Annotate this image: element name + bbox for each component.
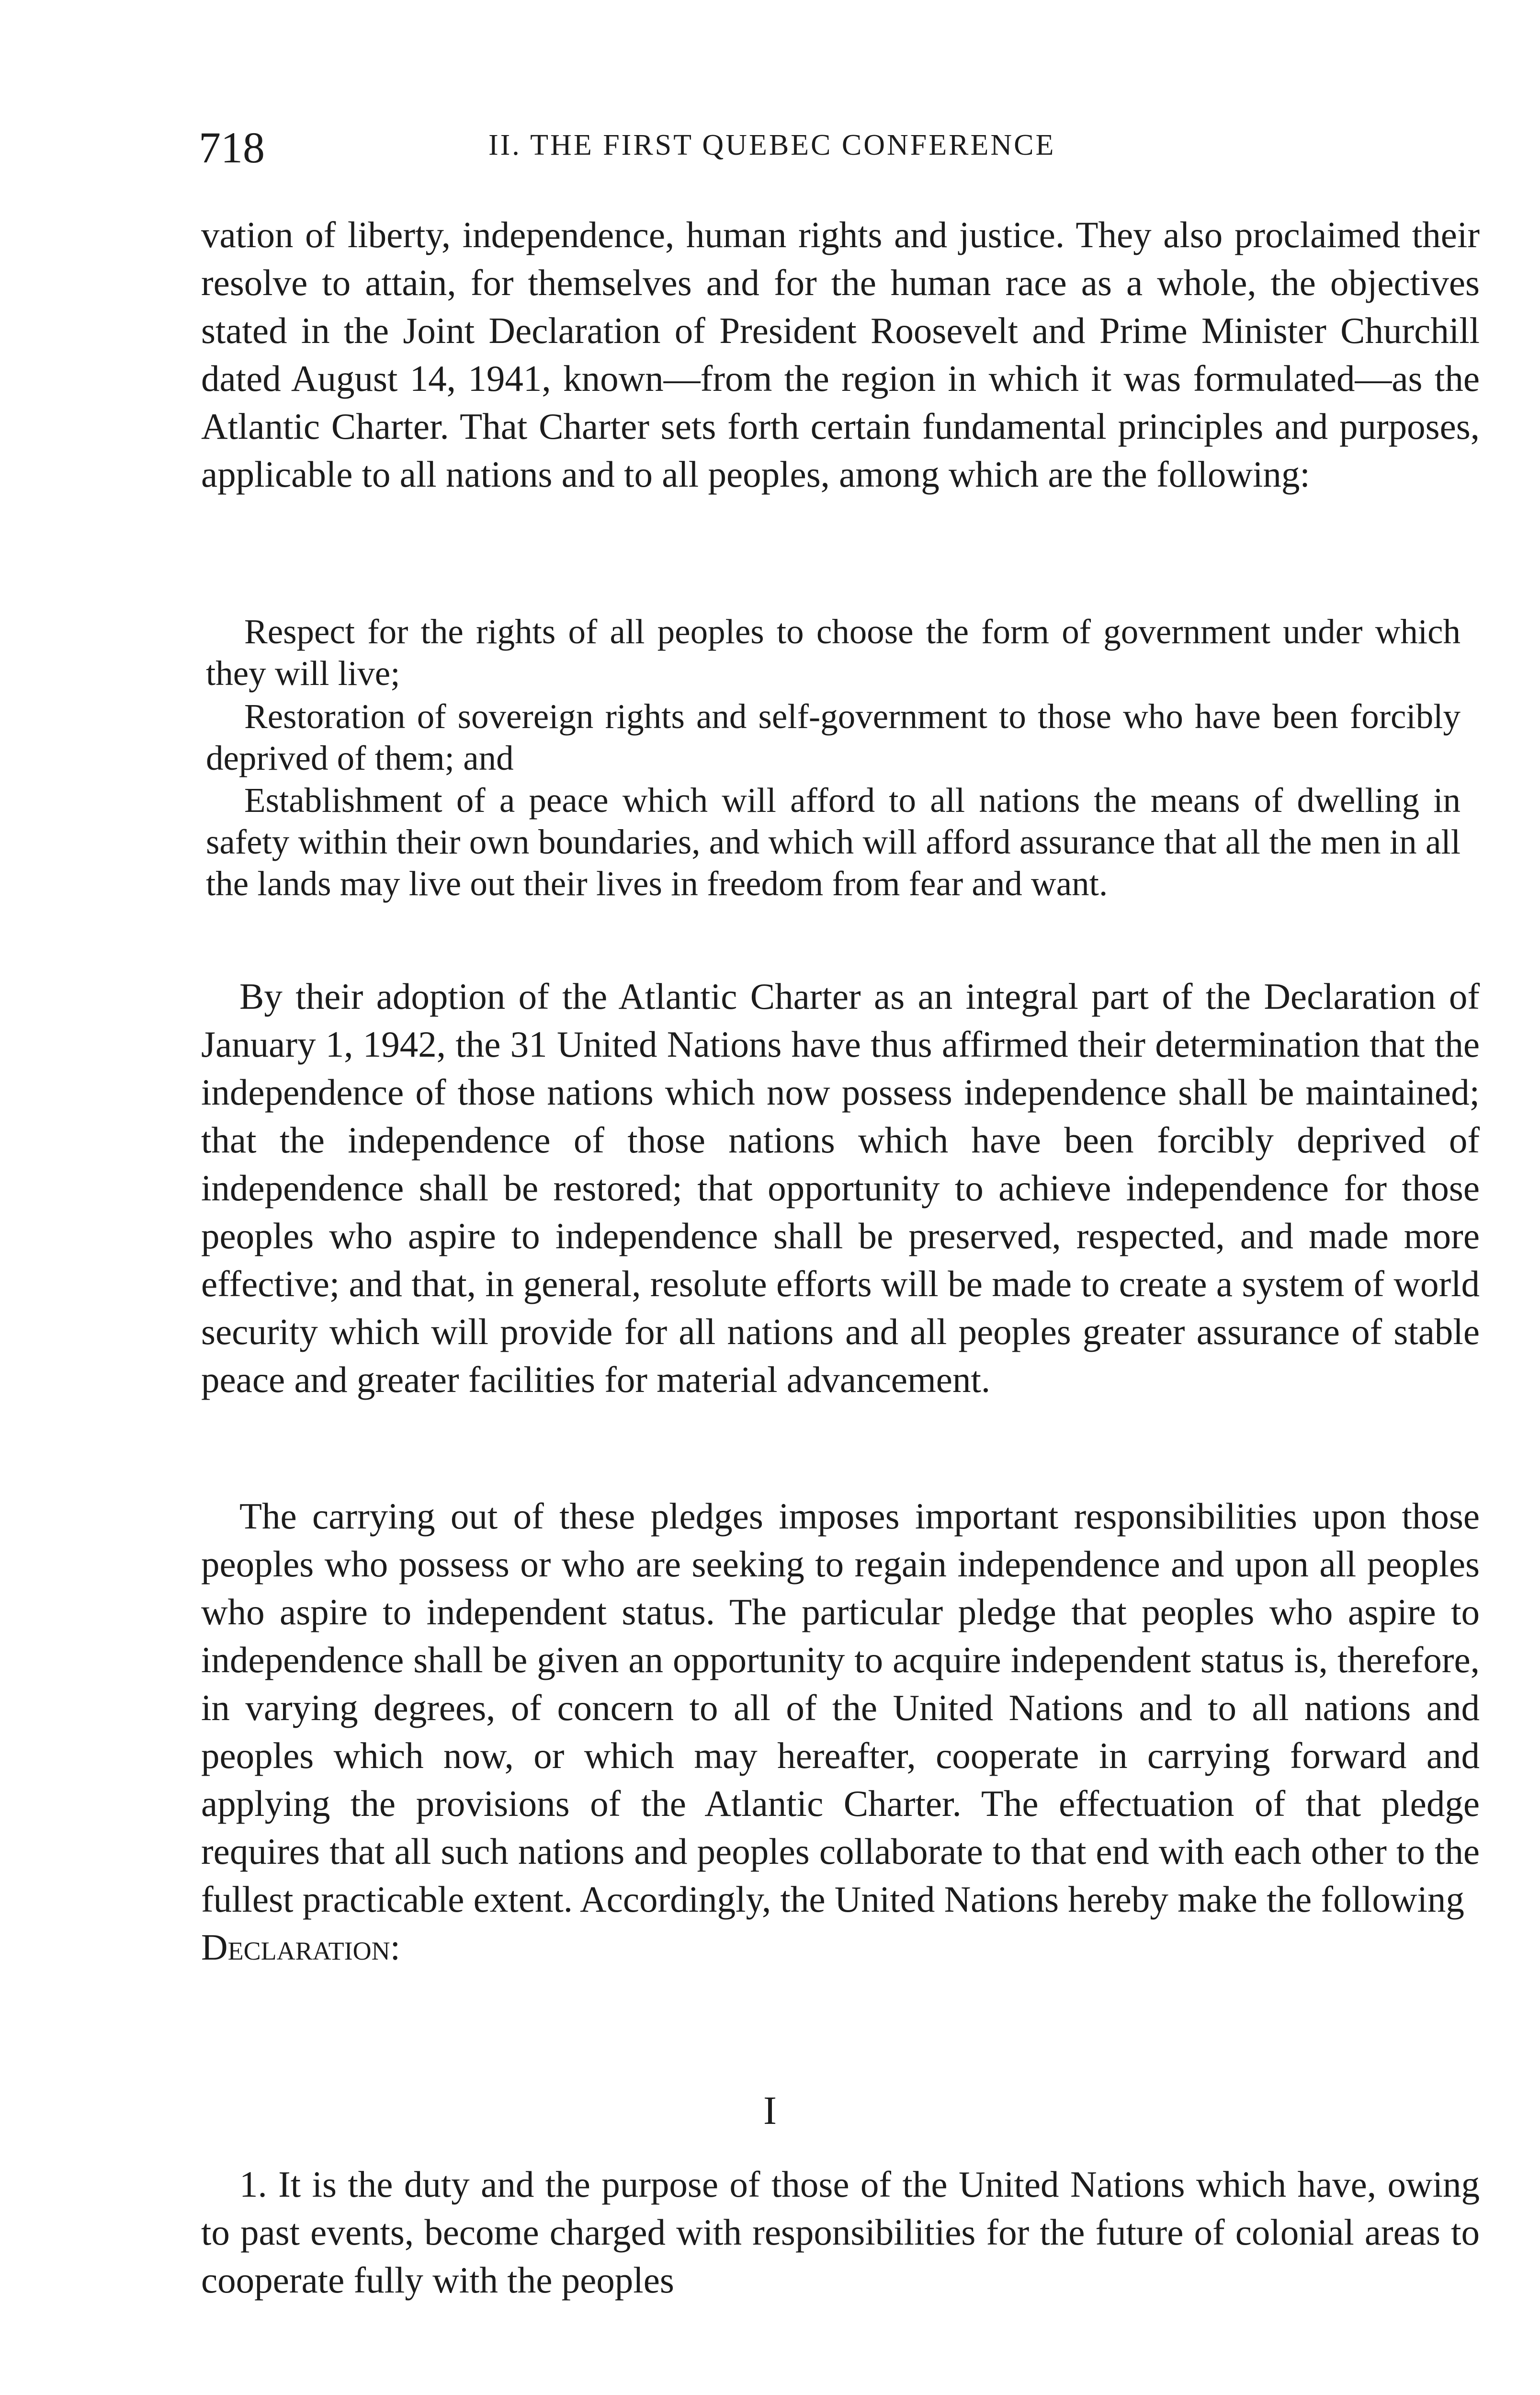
declaration-heading: Declaration: [201, 1927, 400, 1968]
paragraph-4: 1. It is the duty and the purpose of those of the United Nations which have, owing to past events, become charged with responsibilities for the future of colonial areas to cooperate fully with the peoples [201, 2164, 1480, 2301]
quote-item-3: Establishment of a peace which will afford to all nations the means of dwelling in safety within their own boundaries, and which will afford assurance that all the men in all the lands may live out their lives in freedom from fear and want. [206, 781, 1461, 903]
page-number: 718 [199, 123, 265, 172]
paragraph-3-text: The carrying out of these pledges imposes important responsibilities upon those peoples who possess or who are seeking to regain independence and upon all peoples who aspire to independent status. The particular pledge that peoples who aspire to independence shall be given an opportunity to acquire independent status is, therefore, in varying degrees, of concern to all of the United Nations and to all nations and peoples which now, or which may hereafter, cooperate in carrying forward and applying the provisions of the Atlantic Charter. The effectuation of that pledge requires that all such nations and peoples collaborate to that end with each other to the fullest practicable extent. Accordingly, the United Nations hereby make the following [201, 1495, 1480, 1920]
running-head: II. THE FIRST QUEBEC CONFERENCE [488, 129, 1056, 161]
quote-item-1: Respect for the rights of all peoples to choose the form of government under which they will live; [206, 612, 1461, 693]
section-numeral: I [763, 2088, 777, 2133]
paragraph-1: vation of liberty, independence, human rights and justice. They also proclaimed their resolve to attain, for themselves and for the human race as a whole, the objectives stated in the Joint Declaration of President Roosevelt and Prime Minister Churchill dated August 14, 1941, known—from the region in which it was formulated—as the Atlantic Charter. That Charter sets forth certain fundamental principles and purposes, applicable to all nations and to all peoples, among which are the following: [201, 214, 1480, 495]
paragraph-3 [201, 1492, 1480, 1971]
quote-item-2: Restoration of sovereign rights and self-government to those who have been forcibly deprived of them; and [206, 697, 1461, 777]
paragraph-2: By their adoption of the Atlantic Charter as an integral part of the Declaration of January 1, 1942, the 31 United Nations have thus affirmed their determination that the independence of those nations which now possess independence shall be maintained; that the independence of those nations which have been forcibly deprived of independence shall be restored; that opportunity to achieve independence for those peoples who aspire to independence shall be preserved, respected, and made more effective; and that, in general, resolute efforts will be made to create a system of world security which will provide for all nations and all peoples greater assurance of stable peace and greater facilities for material advancement. [201, 976, 1480, 1400]
